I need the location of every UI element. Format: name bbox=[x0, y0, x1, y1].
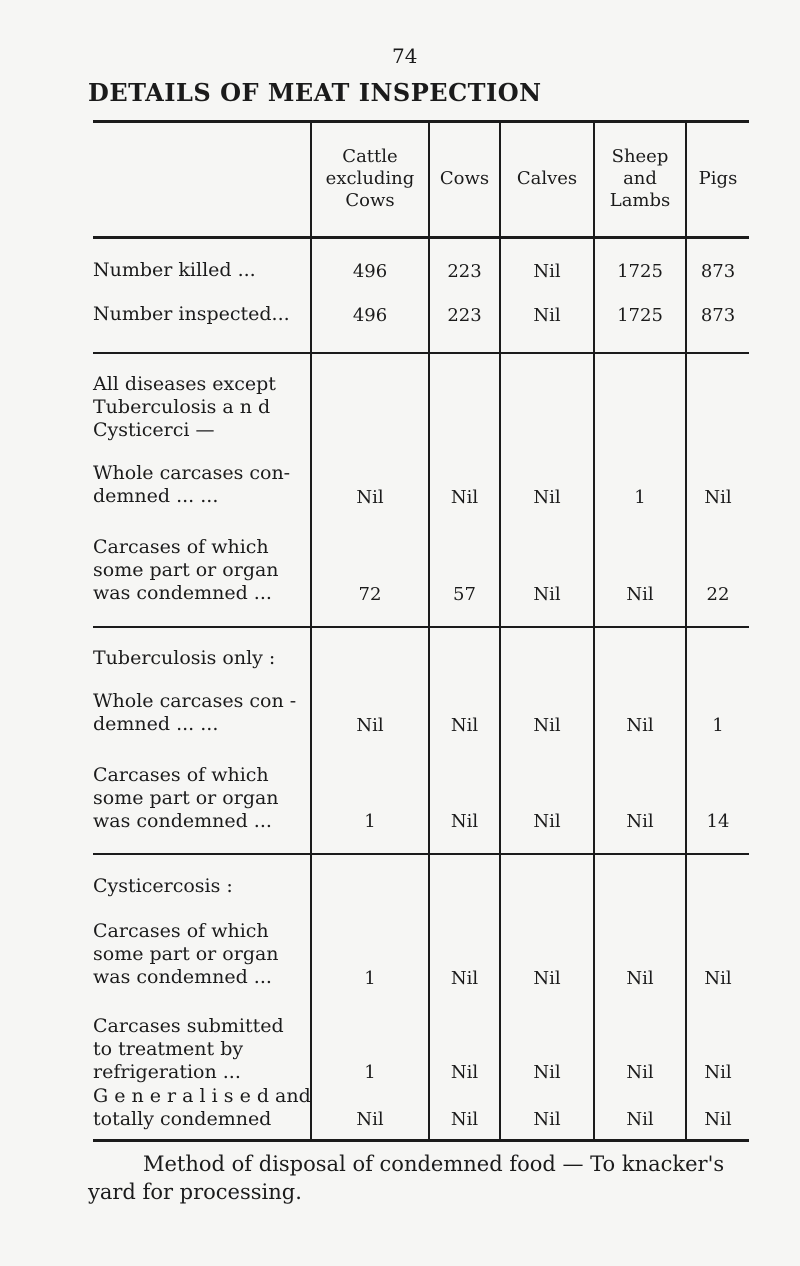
table-cell: 57 bbox=[453, 584, 476, 605]
row-label-part-condemned: Carcases of which some part or organ was condemned ... bbox=[93, 536, 279, 604]
table-cell: 1 bbox=[364, 1062, 376, 1083]
table-cell: Nil bbox=[626, 584, 654, 605]
table-cell: Nil bbox=[533, 305, 561, 326]
row-label-whole-carcases-condemned: Whole carcases con- demned ... ... bbox=[93, 462, 291, 507]
table-cell: Nil bbox=[533, 261, 561, 282]
table-cell: 873 bbox=[700, 305, 736, 326]
page-number: 74 bbox=[392, 44, 418, 68]
table-cell: Nil bbox=[533, 487, 561, 508]
table-cell: 1 bbox=[712, 715, 724, 736]
column-header-calves: Calves bbox=[516, 168, 578, 189]
table-cell: 1725 bbox=[617, 261, 663, 282]
table-cell: 873 bbox=[700, 261, 736, 282]
row-label-refrigeration: Carcases submitted to treatment by refrigeration ... bbox=[93, 1015, 284, 1083]
row-label-whole-carcases-condemned: Whole carcases con - demned ... ... bbox=[93, 690, 297, 735]
table-cell: Nil bbox=[626, 715, 654, 736]
section1-bottom-rule bbox=[93, 352, 749, 354]
table-cell: Nil bbox=[533, 1062, 561, 1083]
row-label-number-inspected: Number inspected... bbox=[93, 303, 290, 325]
table-cell: Nil bbox=[450, 487, 479, 508]
table-cell: Nil bbox=[533, 811, 561, 832]
section3-bottom-rule bbox=[93, 853, 749, 855]
table-cell: 1 bbox=[364, 811, 376, 832]
table-cell: 496 bbox=[352, 305, 388, 326]
table-cell: Nil bbox=[450, 968, 479, 989]
table-cell: 14 bbox=[706, 811, 730, 832]
table-cell: Nil bbox=[533, 1109, 561, 1130]
row-label-generalised: G e n e r a l i s e d and totally condemned bbox=[93, 1085, 311, 1130]
table-cell: 1 bbox=[364, 968, 376, 989]
row-label-part-condemned: Carcases of which some part or organ was condemned ... bbox=[93, 920, 279, 988]
table-cell: Nil bbox=[626, 1109, 654, 1130]
table-cell: 72 bbox=[358, 584, 382, 605]
table-cell: Nil bbox=[450, 811, 479, 832]
table-cell: 22 bbox=[706, 584, 730, 605]
section-heading-all-diseases: All diseases except Tuberculosis a n d Cysticerci — bbox=[93, 373, 276, 441]
table-cell: 1725 bbox=[617, 305, 663, 326]
row-label-part-condemned: Carcases of which some part or organ was condemned ... bbox=[93, 764, 279, 832]
table-cell: 1 bbox=[634, 487, 646, 508]
table-cell: 496 bbox=[352, 261, 388, 282]
table-cell: Nil bbox=[704, 1109, 732, 1130]
row-label-number-killed: Number killed ... bbox=[93, 259, 256, 281]
table-cell: Nil bbox=[626, 811, 654, 832]
table-cell: Nil bbox=[356, 715, 384, 736]
section2-bottom-rule bbox=[93, 626, 749, 628]
table-cell: Nil bbox=[450, 715, 479, 736]
table-cell: Nil bbox=[356, 487, 384, 508]
table-top-rule bbox=[93, 120, 749, 123]
table-cell: Nil bbox=[533, 968, 561, 989]
meat-inspection-table bbox=[93, 120, 749, 1142]
table-cell: Nil bbox=[626, 968, 654, 989]
column-header-pigs: Pigs bbox=[698, 168, 738, 189]
table-cell: Nil bbox=[626, 1062, 654, 1083]
table-bottom-rule bbox=[93, 1139, 749, 1142]
table-cell: Nil bbox=[450, 1062, 479, 1083]
disposal-note: Method of disposal of condemned food — To knacker's yard for processing. bbox=[88, 1152, 725, 1204]
column-header-cattle: Cattle excluding Cows bbox=[325, 146, 415, 211]
table-cell: 223 bbox=[447, 305, 482, 326]
table-cell: Nil bbox=[533, 715, 561, 736]
table-cell: Nil bbox=[704, 968, 732, 989]
column-header-sheep: Sheep and Lambs bbox=[609, 146, 671, 211]
header-bottom-rule bbox=[93, 236, 749, 239]
section-heading-cysticercosis: Cysticercosis : bbox=[93, 875, 233, 897]
table-cell: Nil bbox=[356, 1109, 384, 1130]
document-title: DETAILS OF MEAT INSPECTION bbox=[88, 78, 542, 107]
table-cell: Nil bbox=[704, 1062, 732, 1083]
table-cell: Nil bbox=[533, 584, 561, 605]
table-cell: Nil bbox=[450, 1109, 479, 1130]
column-header-cows: Cows bbox=[439, 168, 490, 189]
table-cell: 223 bbox=[447, 261, 482, 282]
table-cell: Nil bbox=[704, 487, 732, 508]
section-heading-tuberculosis: Tuberculosis only : bbox=[93, 647, 276, 669]
